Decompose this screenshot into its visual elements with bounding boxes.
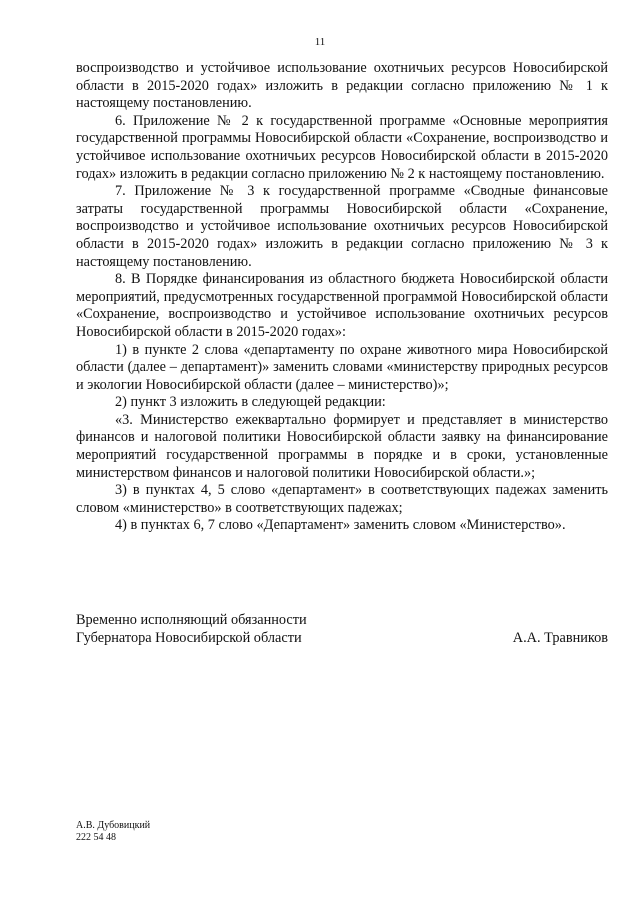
subitem-1: 1) в пункте 2 слова «департаменту по охране животного мира Новосибирской области (далее – департамент)» заменить словами «министерству природных ресурсов и экологии Новосибирской области (далее – министерство)»;: [76, 341, 608, 393]
document-body: [76, 60, 608, 535]
signatory-title-line-1: Временно исполняющий обязанности: [76, 612, 307, 628]
paragraph-item-8: 8. В Порядке финансирования из областного бюджета Новосибирской области мероприятий, предусмотренных государственной программой Новосибирской области «Сохранение, воспроизводство и устойчивое использование охотничьих ресурсов Новосибирской области в 2015-2020 годах»:: [76, 271, 608, 340]
signature-block: [76, 612, 608, 647]
executor-phone: 222 54 48: [76, 832, 116, 843]
executor-block: [76, 820, 150, 844]
executor-name: А.В. Дубовицкий: [76, 820, 151, 831]
signature-row: [76, 630, 608, 648]
signatory-title-line-2: Губернатора Новосибирской области: [76, 629, 302, 646]
paragraph-item-7: 7. Приложение № 3 к государственной программе «Сводные финансовые затраты государственной программы Новосибирской области «Сохранение, воспроизводство и устойчивое использование охотничьих ресурсов Новосибирской области в 2015-2020 годах» изложить в редакции согласно приложению № 3 к настоящему постановлению.: [76, 183, 608, 270]
subitem-3: 3) в пунктах 4, 5 слово «департамент» в соответствующих падежах заменить словом «министерство» в соответствующих падежах;: [76, 482, 608, 516]
page-number: 11: [314, 36, 326, 48]
paragraph-continuation: воспроизводство и устойчивое использование охотничьих ресурсов Новосибирской области в 2015-2020 годах» изложить в редакции согласно приложению № 1 к настоящему постановлению.: [76, 60, 608, 112]
signatory-name: А.А. Травников: [512, 629, 608, 646]
quoted-clause-3: «3. Министерство ежеквартально формирует и представляет в министерство финансов и налоговой политики Новосибирской области заявку на финансирование мероприятий государственной программы в порядке и в сроки, установленные министерством финансов и налоговой политики Новосибирской области.»;: [76, 411, 608, 481]
subitem-2: 2) пункт 3 изложить в следующей редакции:: [115, 394, 386, 411]
subitem-4: 4) в пунктах 6, 7 слово «Департамент» заменить словом «Министерство».: [115, 517, 566, 534]
paragraph-item-6: 6. Приложение № 2 к государственной программе «Основные мероприятия государственной программы Новосибирской области «Сохранение, воспроизводство и устойчивое использование охотничьих ресурсов Новосибирской области в 2015-2020 годах» изложить в редакции согласно приложению № 2 к настоящему постановлению.: [76, 112, 608, 182]
